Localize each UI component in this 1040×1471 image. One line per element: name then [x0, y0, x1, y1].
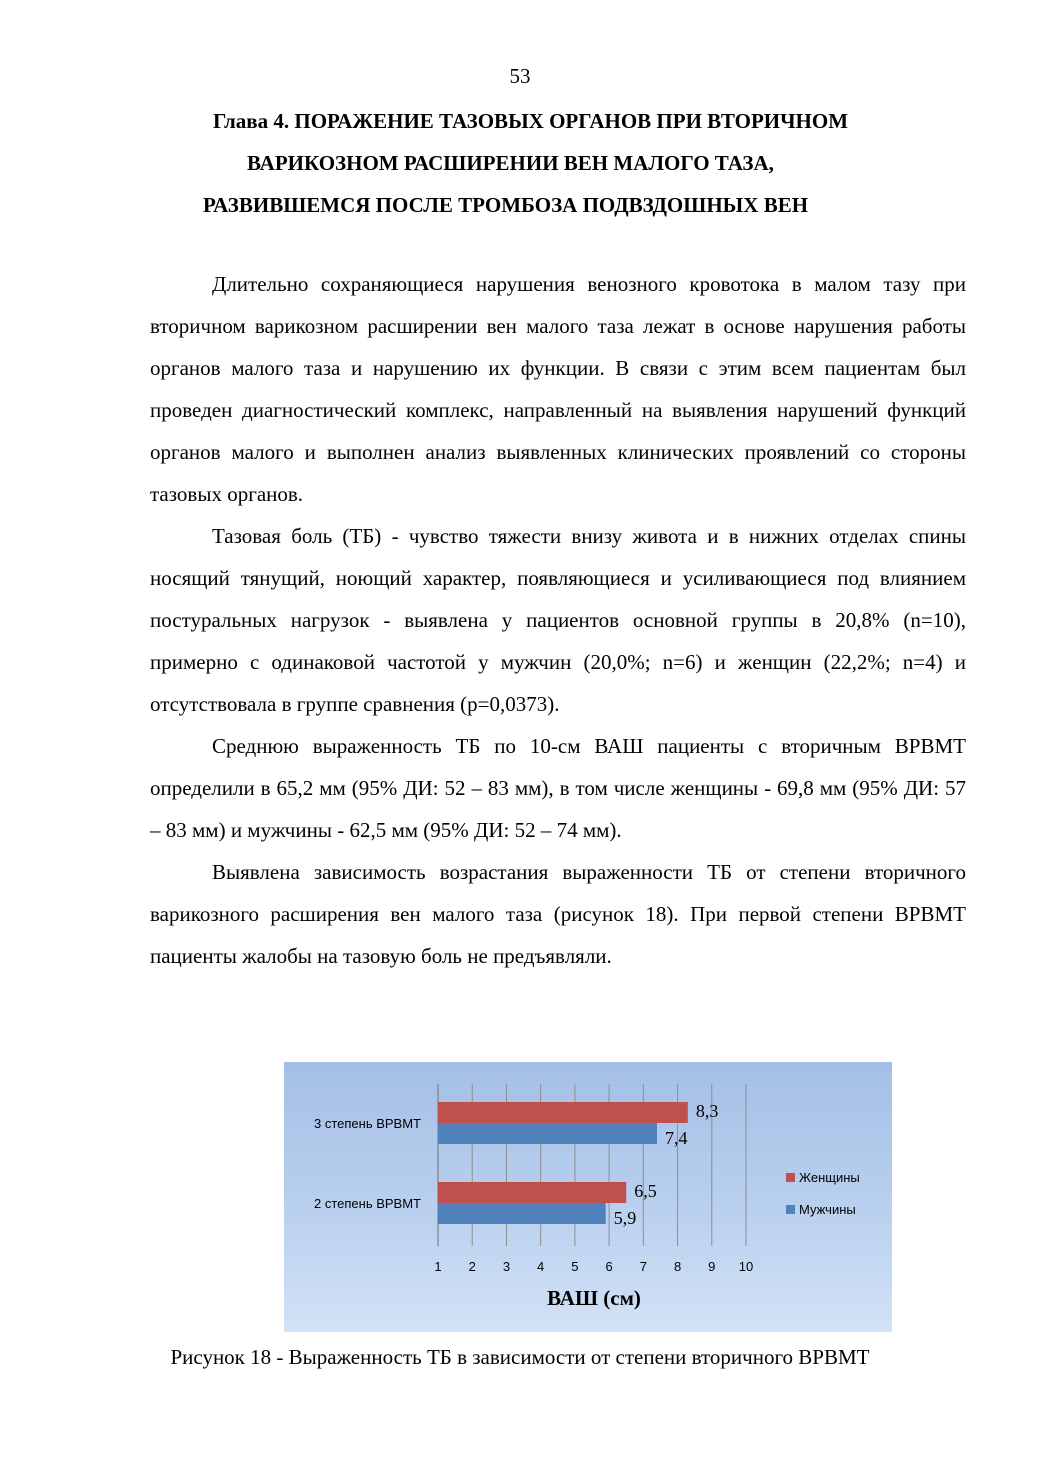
chart-category-labels [314, 1116, 421, 1211]
x-tick-label: 3 [502, 1259, 511, 1274]
bar-men [438, 1203, 606, 1224]
paragraph-3: Среднюю выраженность ТБ по 10-см ВАШ пациенты с вторичным ВРВМТ определили в 65,2 мм (95% ДИ: 52 – 83 мм), в том числе женщины - 69,8 мм (95% ДИ: 57 – 83 мм) и мужчины - 62,5 мм (95% ДИ: 52 – 74 мм). [150, 734, 966, 842]
x-tick-label: 1 [434, 1259, 442, 1274]
figure-18-chart [284, 1062, 892, 1332]
paragraph-2: Тазовая боль (ТБ) - чувство тяжести внизу живота и в нижних отделах спины носящий тянущий, ноющий характер, появляющиеся и усиливающиеся под влиянием постуральных нагрузок - выявлена у пациентов основной группы в 20,8% (n=10), примерно с одинаковой частотой у мужчин (20,0%; n=6) и женщин (22,2%; n=4) и отсутствовала в группе сравнения (р=0,0373). [150, 524, 966, 716]
bar-women [438, 1102, 688, 1123]
bar-value-label: 6,5 [634, 1181, 657, 1201]
x-tick-label: 2 [468, 1259, 476, 1274]
bar-men [438, 1123, 657, 1144]
legend-label: Мужчины [799, 1202, 856, 1217]
body-text [150, 263, 966, 977]
chart-bars [438, 1102, 688, 1224]
category-label: 3 степень ВРВМТ [314, 1116, 421, 1131]
x-tick-label: 6 [605, 1259, 613, 1274]
chart-x-tick-labels [434, 1259, 753, 1274]
x-tick-label: 9 [708, 1259, 716, 1274]
legend-label: Женщины [799, 1170, 860, 1185]
x-tick-label: 5 [571, 1259, 579, 1274]
category-label: 2 степень ВРВМТ [314, 1196, 421, 1211]
bar-value-label: 8,3 [695, 1101, 719, 1121]
bar-women [438, 1182, 626, 1203]
chart-x-axis-label: ВАШ (см) [547, 1286, 641, 1310]
bar-value-label: 7,4 [665, 1128, 688, 1148]
legend-swatch [786, 1205, 795, 1214]
chapter-title [150, 100, 966, 226]
legend-swatch [786, 1173, 795, 1182]
paragraph-1: Длительно сохраняющиеся нарушения венозного кровотока в малом тазу при вторичном варикозном расширении вен малого таза лежат в основе нарушения работы органов малого таза и нарушению их функции. В связи с этим всем пациентам был проведен диагностический комплекс, направленный на выявления нарушений функций органов малого и выполнен анализ выявленных клинических проявлений со стороны тазовых органов. [150, 272, 966, 506]
x-tick-label: 4 [537, 1259, 545, 1274]
chapter-title-line-1: Глава 4. ПОРАЖЕНИЕ ТАЗОВЫХ ОРГАНОВ ПРИ ВТОРИЧНОМ [213, 109, 849, 133]
paragraph-4: Выявлена зависимость возрастания выраженности ТБ от степени вторичного варикозного расширения вен малого таза (рисунок 18). При первой степени ВРВМТ пациенты жалобы на тазовую боль не предъявляли. [150, 860, 966, 968]
x-tick-label: 8 [673, 1259, 682, 1274]
x-tick-label: 10 [738, 1259, 754, 1274]
figure-caption: Рисунок 18 - Выраженность ТБ в зависимости от степени вторичного ВРВМТ [170, 1345, 870, 1369]
bar-chart [284, 1062, 892, 1332]
chart-legend [786, 1170, 860, 1217]
page-number: 53 [509, 64, 531, 88]
chapter-title-line-3: РАЗВИВШЕМСЯ ПОСЛЕ ТРОМБОЗА ПОДВЗДОШНЫХ ВЕН [203, 193, 809, 217]
bar-value-label: 5,9 [613, 1208, 637, 1228]
chapter-title-line-2: ВАРИКОЗНОМ РАСШИРЕНИИ ВЕН МАЛОГО ТАЗА, [247, 151, 774, 175]
x-tick-label: 7 [639, 1259, 647, 1274]
